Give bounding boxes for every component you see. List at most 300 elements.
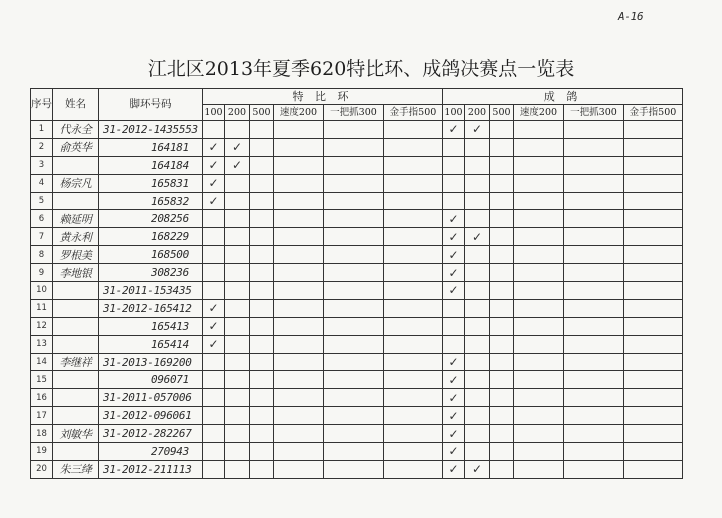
row-index: 6 <box>31 210 53 228</box>
check-cell <box>564 246 624 264</box>
check-cell <box>443 156 465 174</box>
check-cell <box>443 174 465 192</box>
check-cell: ✓ <box>465 121 490 139</box>
owner-name: 杨宗凡 <box>53 174 99 192</box>
check-cell <box>324 282 384 300</box>
col-name-header: 姓名 <box>53 89 99 121</box>
check-cell: ✓ <box>443 425 465 443</box>
check-cell <box>274 192 324 210</box>
check-cell <box>274 353 324 371</box>
check-cell <box>564 156 624 174</box>
check-cell <box>564 299 624 317</box>
check-cell <box>225 299 250 317</box>
page-title: 江北区2013年夏季620特比环、成鸽决赛点一览表 <box>147 58 575 80</box>
results-table <box>30 88 683 479</box>
row-index: 18 <box>31 425 53 443</box>
check-cell <box>203 407 225 425</box>
row-index: 14 <box>31 353 53 371</box>
check-cell <box>250 174 274 192</box>
check-cell <box>624 353 683 371</box>
ring-number: 168500 <box>99 246 203 264</box>
check-cell: ✓ <box>443 210 465 228</box>
check-cell <box>324 210 384 228</box>
ring-number: 31-2012-282267 <box>99 425 203 443</box>
check-cell <box>384 353 443 371</box>
check-cell <box>324 443 384 461</box>
row-index: 9 <box>31 264 53 282</box>
row-index: 16 <box>31 389 53 407</box>
table-row <box>31 210 683 228</box>
check-cell: ✓ <box>443 389 465 407</box>
table-row <box>31 425 683 443</box>
check-cell <box>324 228 384 246</box>
owner-name: 罗根美 <box>53 246 99 264</box>
check-cell <box>384 460 443 478</box>
check-cell <box>250 460 274 478</box>
check-cell <box>564 460 624 478</box>
check-cell <box>564 371 624 389</box>
ring-number: 096071 <box>99 371 203 389</box>
check-cell <box>324 425 384 443</box>
check-cell <box>443 138 465 156</box>
check-cell <box>514 210 564 228</box>
check-cell <box>250 121 274 139</box>
row-index: 2 <box>31 138 53 156</box>
check-cell <box>203 121 225 139</box>
ring-number: 165413 <box>99 317 203 335</box>
owner-name <box>53 192 99 210</box>
ring-number: 31-2013-169200 <box>99 353 203 371</box>
check-cell <box>465 246 490 264</box>
check-cell <box>490 210 514 228</box>
check-cell <box>225 371 250 389</box>
check-cell <box>514 138 564 156</box>
check-cell <box>514 156 564 174</box>
check-cell <box>225 460 250 478</box>
check-cell <box>490 407 514 425</box>
check-cell <box>490 299 514 317</box>
group-adult-pigeon-header: 成 鸽 <box>443 89 683 105</box>
check-cell <box>490 317 514 335</box>
check-cell <box>624 389 683 407</box>
table-row <box>31 121 683 139</box>
check-cell <box>274 407 324 425</box>
row-index: 11 <box>31 299 53 317</box>
check-cell <box>514 443 564 461</box>
owner-name: 朱三绛 <box>53 460 99 478</box>
sub-header: 200 <box>225 105 250 121</box>
check-cell <box>324 299 384 317</box>
row-index: 4 <box>31 174 53 192</box>
check-cell <box>324 371 384 389</box>
check-cell <box>465 156 490 174</box>
sub-header: 一把抓300 <box>324 105 384 121</box>
owner-name <box>53 156 99 174</box>
check-cell <box>624 371 683 389</box>
check-cell <box>225 174 250 192</box>
check-cell <box>564 264 624 282</box>
check-cell <box>624 407 683 425</box>
check-cell <box>490 371 514 389</box>
check-cell <box>624 335 683 353</box>
check-cell <box>465 317 490 335</box>
check-cell <box>514 264 564 282</box>
check-cell <box>274 460 324 478</box>
row-index: 20 <box>31 460 53 478</box>
ring-number: 31-2011-153435 <box>99 282 203 300</box>
check-cell <box>514 335 564 353</box>
check-cell <box>564 353 624 371</box>
check-cell <box>514 460 564 478</box>
check-cell <box>465 425 490 443</box>
check-cell <box>465 443 490 461</box>
check-cell <box>490 282 514 300</box>
check-cell: ✓ <box>443 246 465 264</box>
check-cell: ✓ <box>443 407 465 425</box>
check-cell <box>490 335 514 353</box>
row-index: 19 <box>31 443 53 461</box>
check-cell <box>624 174 683 192</box>
check-cell: ✓ <box>443 121 465 139</box>
sub-header: 金手指500 <box>624 105 683 121</box>
sub-header: 200 <box>465 105 490 121</box>
owner-name <box>53 443 99 461</box>
check-cell <box>514 121 564 139</box>
ring-number: 31-2012-211113 <box>99 460 203 478</box>
check-cell <box>490 121 514 139</box>
check-cell: ✓ <box>203 138 225 156</box>
check-cell <box>324 246 384 264</box>
check-cell <box>274 228 324 246</box>
check-cell <box>384 192 443 210</box>
check-cell <box>490 264 514 282</box>
check-cell <box>250 282 274 300</box>
check-cell <box>225 282 250 300</box>
check-cell <box>225 443 250 461</box>
check-cell <box>384 246 443 264</box>
sub-header: 100 <box>203 105 225 121</box>
check-cell <box>384 264 443 282</box>
ring-number: 165414 <box>99 335 203 353</box>
check-cell <box>384 138 443 156</box>
check-cell <box>274 371 324 389</box>
check-cell <box>384 121 443 139</box>
ring-number: 308236 <box>99 264 203 282</box>
check-cell <box>250 389 274 407</box>
check-cell <box>225 317 250 335</box>
check-cell: ✓ <box>203 299 225 317</box>
col-ring-header: 脚环号码 <box>99 89 203 121</box>
check-cell <box>274 425 324 443</box>
table-row <box>31 192 683 210</box>
check-cell <box>564 443 624 461</box>
owner-name: 李继祥 <box>53 353 99 371</box>
check-cell <box>274 246 324 264</box>
check-cell <box>250 138 274 156</box>
check-cell <box>384 389 443 407</box>
table-row <box>31 353 683 371</box>
check-cell <box>324 192 384 210</box>
check-cell <box>250 299 274 317</box>
check-cell <box>514 282 564 300</box>
check-cell <box>624 282 683 300</box>
check-cell <box>514 192 564 210</box>
check-cell: ✓ <box>203 192 225 210</box>
check-cell <box>274 282 324 300</box>
check-cell <box>225 246 250 264</box>
check-cell <box>250 407 274 425</box>
check-cell <box>514 389 564 407</box>
check-cell <box>250 317 274 335</box>
check-cell <box>490 443 514 461</box>
check-cell <box>624 156 683 174</box>
check-cell <box>564 138 624 156</box>
check-cell <box>225 389 250 407</box>
check-cell <box>384 156 443 174</box>
check-cell <box>203 246 225 264</box>
check-cell <box>384 174 443 192</box>
table-row <box>31 443 683 461</box>
check-cell <box>384 335 443 353</box>
row-index: 7 <box>31 228 53 246</box>
table-row <box>31 138 683 156</box>
check-cell <box>624 264 683 282</box>
check-cell <box>624 317 683 335</box>
check-cell <box>250 228 274 246</box>
check-cell <box>514 299 564 317</box>
sub-header: 100 <box>443 105 465 121</box>
ring-number: 165832 <box>99 192 203 210</box>
table-row <box>31 317 683 335</box>
check-cell <box>203 228 225 246</box>
check-cell <box>225 121 250 139</box>
check-cell <box>465 299 490 317</box>
check-cell <box>624 425 683 443</box>
check-cell <box>203 282 225 300</box>
check-cell: ✓ <box>443 282 465 300</box>
check-cell: ✓ <box>203 335 225 353</box>
ring-number: 31-2011-057006 <box>99 389 203 407</box>
table-row <box>31 371 683 389</box>
check-cell <box>274 299 324 317</box>
check-cell <box>225 210 250 228</box>
table-row <box>31 156 683 174</box>
check-cell: ✓ <box>203 317 225 335</box>
table-row <box>31 246 683 264</box>
check-cell <box>324 353 384 371</box>
check-cell <box>250 371 274 389</box>
check-cell <box>274 174 324 192</box>
check-cell <box>564 282 624 300</box>
check-cell <box>564 192 624 210</box>
row-index: 10 <box>31 282 53 300</box>
check-cell <box>443 299 465 317</box>
check-cell <box>250 425 274 443</box>
check-cell <box>465 138 490 156</box>
check-cell <box>624 299 683 317</box>
owner-name: 黄永利 <box>53 228 99 246</box>
check-cell: ✓ <box>203 156 225 174</box>
check-cell <box>225 192 250 210</box>
check-cell: ✓ <box>225 156 250 174</box>
row-index: 5 <box>31 192 53 210</box>
check-cell <box>203 353 225 371</box>
row-index: 13 <box>31 335 53 353</box>
row-index: 3 <box>31 156 53 174</box>
ring-number: 31-2012-1435553 <box>99 121 203 139</box>
check-cell <box>465 174 490 192</box>
check-cell <box>624 138 683 156</box>
check-cell <box>514 317 564 335</box>
check-cell <box>624 228 683 246</box>
check-cell <box>203 389 225 407</box>
check-cell <box>514 228 564 246</box>
check-cell <box>624 192 683 210</box>
check-cell <box>490 192 514 210</box>
ring-number: 165831 <box>99 174 203 192</box>
ring-number: 164184 <box>99 156 203 174</box>
check-cell <box>624 121 683 139</box>
check-cell <box>274 210 324 228</box>
check-cell <box>564 210 624 228</box>
check-cell <box>490 389 514 407</box>
check-cell <box>203 264 225 282</box>
check-cell <box>203 443 225 461</box>
table-row <box>31 228 683 246</box>
group-special-ring-header: 特 比 环 <box>203 89 443 105</box>
check-cell <box>203 210 225 228</box>
table-row <box>31 174 683 192</box>
check-cell <box>203 425 225 443</box>
owner-name: 赖延明 <box>53 210 99 228</box>
check-cell <box>324 138 384 156</box>
row-index: 12 <box>31 317 53 335</box>
check-cell <box>384 317 443 335</box>
check-cell <box>324 407 384 425</box>
check-cell <box>250 210 274 228</box>
check-cell <box>564 425 624 443</box>
check-cell: ✓ <box>443 460 465 478</box>
check-cell <box>465 335 490 353</box>
row-index: 15 <box>31 371 53 389</box>
check-cell <box>324 389 384 407</box>
ring-number: 31-2012-165412 <box>99 299 203 317</box>
check-cell <box>564 317 624 335</box>
check-cell <box>274 156 324 174</box>
owner-name: 俞英华 <box>53 138 99 156</box>
check-cell <box>384 371 443 389</box>
check-cell <box>203 460 225 478</box>
owner-name <box>53 389 99 407</box>
row-index: 8 <box>31 246 53 264</box>
check-cell <box>564 174 624 192</box>
check-cell <box>384 282 443 300</box>
check-cell <box>564 228 624 246</box>
owner-name <box>53 335 99 353</box>
table-row <box>31 264 683 282</box>
check-cell <box>490 353 514 371</box>
check-cell <box>225 228 250 246</box>
check-cell <box>250 353 274 371</box>
check-cell <box>624 246 683 264</box>
check-cell <box>465 192 490 210</box>
owner-name <box>53 407 99 425</box>
owner-name: 代永全 <box>53 121 99 139</box>
check-cell <box>324 264 384 282</box>
ring-number: 164181 <box>99 138 203 156</box>
check-cell: ✓ <box>443 443 465 461</box>
sub-header: 金手指500 <box>384 105 443 121</box>
check-cell <box>384 210 443 228</box>
check-cell <box>384 228 443 246</box>
check-cell <box>564 407 624 425</box>
check-cell <box>490 156 514 174</box>
sub-header: 500 <box>250 105 274 121</box>
ring-number: 168229 <box>99 228 203 246</box>
check-cell <box>384 299 443 317</box>
check-cell <box>514 371 564 389</box>
check-cell <box>443 335 465 353</box>
check-cell <box>250 192 274 210</box>
check-cell <box>490 174 514 192</box>
check-cell: ✓ <box>465 228 490 246</box>
sub-header: 速度200 <box>274 105 324 121</box>
col-index-header: 序号 <box>31 89 53 121</box>
owner-name: 刘敏华 <box>53 425 99 443</box>
check-cell <box>564 335 624 353</box>
owner-name <box>53 317 99 335</box>
check-cell <box>465 389 490 407</box>
check-cell <box>324 156 384 174</box>
check-cell <box>465 264 490 282</box>
check-cell <box>274 138 324 156</box>
check-cell <box>490 138 514 156</box>
owner-name <box>53 371 99 389</box>
check-cell <box>250 443 274 461</box>
check-cell: ✓ <box>225 138 250 156</box>
sub-header: 500 <box>490 105 514 121</box>
check-cell <box>465 353 490 371</box>
check-cell <box>324 460 384 478</box>
check-cell <box>564 389 624 407</box>
check-cell <box>274 121 324 139</box>
check-cell <box>490 460 514 478</box>
check-cell <box>490 228 514 246</box>
table-row <box>31 407 683 425</box>
check-cell <box>514 425 564 443</box>
check-cell <box>624 210 683 228</box>
check-cell <box>225 425 250 443</box>
table-row <box>31 335 683 353</box>
check-cell <box>384 407 443 425</box>
check-cell <box>324 121 384 139</box>
table-row <box>31 282 683 300</box>
check-cell <box>250 335 274 353</box>
sub-header: 一把抓300 <box>564 105 624 121</box>
check-cell <box>443 317 465 335</box>
check-cell <box>250 156 274 174</box>
document-tag: A-16 <box>618 10 644 23</box>
check-cell <box>384 443 443 461</box>
check-cell <box>324 174 384 192</box>
table-row <box>31 460 683 478</box>
table-row <box>31 389 683 407</box>
check-cell <box>274 443 324 461</box>
check-cell <box>490 246 514 264</box>
check-cell <box>225 335 250 353</box>
check-cell <box>225 264 250 282</box>
check-cell <box>225 353 250 371</box>
